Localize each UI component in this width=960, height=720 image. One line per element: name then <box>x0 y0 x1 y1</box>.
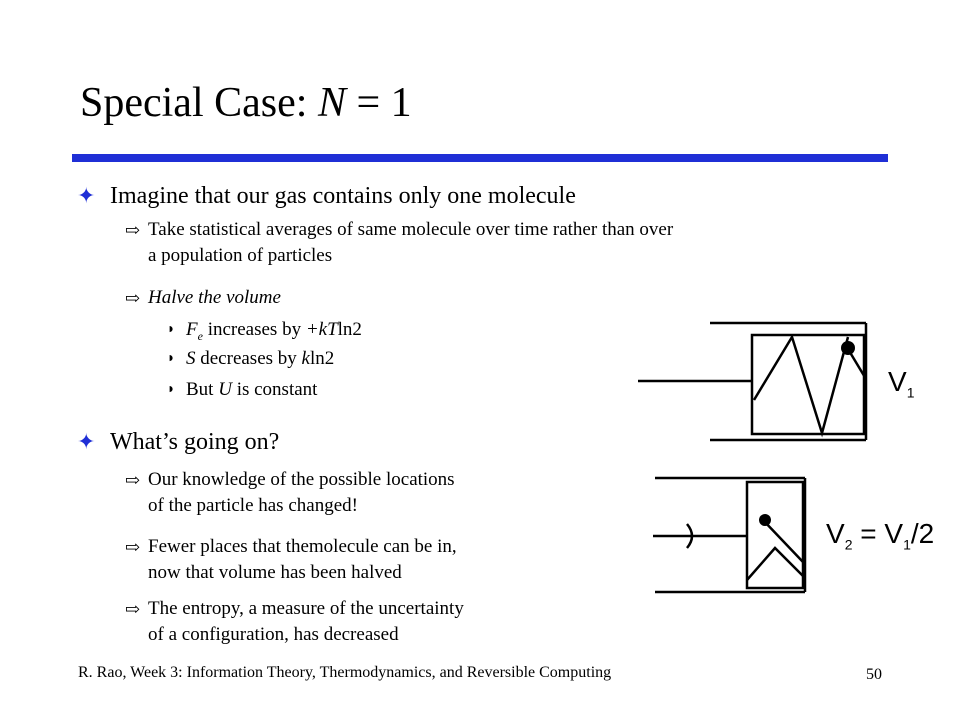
particle-trajectory <box>747 548 805 580</box>
particle-trajectory <box>754 337 848 433</box>
four-point-star-icon: ✦ <box>77 429 96 454</box>
hollow-arrow-icon: ⇨ <box>125 599 141 619</box>
right-triangle-icon: ◗ <box>167 322 176 337</box>
sub-bullet-averages: ⇨ Take statistical averages of same molecule over time rather than over a population of particles <box>125 219 674 266</box>
sub-bullet-knowledge: ⇨ Our knowledge of the possible locations of the particle has changed! <box>125 469 455 516</box>
hollow-arrow-icon: ⇨ <box>125 288 141 308</box>
title-underline <box>72 154 888 162</box>
right-triangle-icon: ◗ <box>167 382 176 397</box>
right-triangle-icon: ◗ <box>167 351 176 366</box>
hollow-arrow-icon: ⇨ <box>125 220 141 240</box>
hollow-arrow-icon: ⇨ <box>125 537 141 557</box>
sub-bullet-fewer-places: ⇨ Fewer places that themolecule can be in, now that volume has been halved <box>125 536 457 583</box>
slide-footer: R. Rao, Week 3: Information Theory, Thermodynamics, and Reversible Computing <box>78 664 612 681</box>
subsub-bullet-free-energy: ◗ $F_e$ increases by +kTln2 <box>167 319 362 343</box>
label-v1: $V_1$ <box>888 366 915 401</box>
subsub-bullet-energy: ◗ But U is constant <box>186 377 317 403</box>
particle <box>841 341 855 355</box>
piston-v2-diagram <box>645 468 825 603</box>
bullet-whats-going-on: ✦ What’s going on? <box>77 429 280 455</box>
subsub-bullet-entropy: ◗ S decreases by kln2 <box>186 346 334 372</box>
bullet-imagine: ✦ Imagine that our gas contains only one molecule <box>77 183 576 209</box>
sub-bullet-entropy-decreased: ⇨ The entropy, a measure of the uncertainty of a configuration, has decreased <box>125 598 464 645</box>
slide-title: Special Case: N = 1 <box>80 80 412 126</box>
page-number: 50 <box>866 666 882 683</box>
four-point-star-icon: ✦ <box>77 183 96 208</box>
hollow-arrow-icon: ⇨ <box>125 470 141 490</box>
particle <box>759 514 771 526</box>
sub-bullet-halve: ⇨ Halve the volume <box>148 285 281 311</box>
label-v2-equation: $V_2 = V_1/2$ <box>826 518 935 553</box>
piston-v1-diagram <box>630 315 880 450</box>
